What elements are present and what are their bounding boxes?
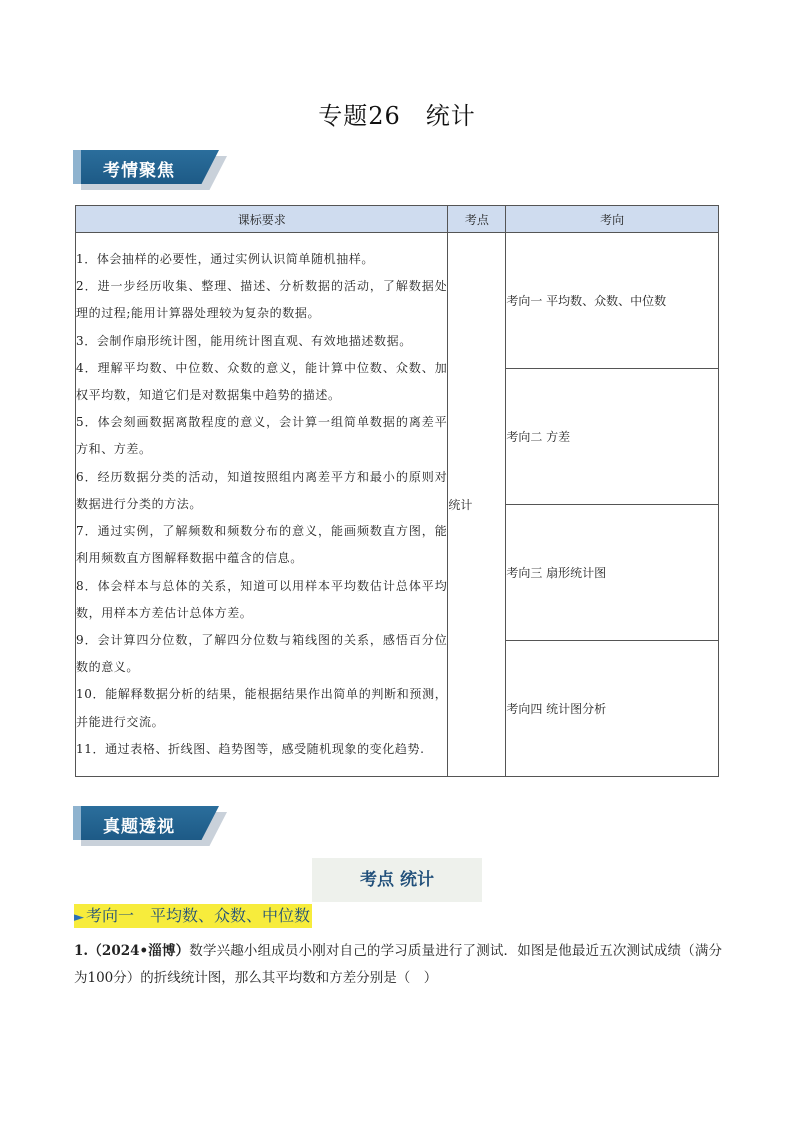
curriculum-table xyxy=(75,205,719,777)
requirement-item: 4．理解平均数、中位数、众数的意义，能计算中位数、众数、加权平均数，知道它们是对数据集中趋势的描述。 xyxy=(76,360,448,403)
table-row xyxy=(76,233,719,369)
question-text: 数学兴趣小组成员小刚对自己的学习质量进行了测试．如图是他最近五次测试成绩（满分为100分）的折线统计图，那么其平均数和方差分别是（ ） xyxy=(74,943,723,986)
requirement-item: 5．体会刻画数据离散程度的意义，会计算一组简单数据的离差平方和、方差。 xyxy=(76,415,448,457)
requirement-item: 1．体会抽样的必要性，通过实例认识简单随机抽样。 xyxy=(76,252,375,267)
requirement-item: 11．通过表格、折线图、趋势图等，感受随机现象的变化趋势. xyxy=(76,741,425,756)
kaoxiang-cell-1: 考向一 平均数、众数、中位数 xyxy=(506,233,719,369)
requirement-item: 10．能解释数据分析的结果，能根据结果作出简单的判断和预测，并能进行交流。 xyxy=(76,687,448,729)
header-kaodian: 考点 xyxy=(448,206,506,233)
kaoxiang-cell-4: 考向四 统计图分析 xyxy=(506,641,719,777)
header-kaoxiang: 考向 xyxy=(506,206,719,233)
banner-stripe xyxy=(73,806,81,840)
requirements-cell xyxy=(76,233,448,777)
section-banner-exam-focus xyxy=(73,150,227,190)
kaoxiang-cell-2: 考向二 方差 xyxy=(506,369,719,505)
requirement-item: 3．会制作扇形统计图，能用统计图直观、有效地描述数据。 xyxy=(76,333,412,348)
question-source: 1.（2024•淄博） xyxy=(74,943,190,959)
kaoxiang-cell-3: 考向三 扇形统计图 xyxy=(506,505,719,641)
requirement-item: 6．经历数据分类的活动，知道按照组内离差平方和最小的原则对数据进行分类的方法。 xyxy=(76,469,448,511)
requirement-item: 7．通过实例，了解频数和频数分布的意义，能画频数直方图，能利用频数直方图解释数据中蕴含的信息。 xyxy=(76,524,448,566)
banner-text: 考情聚焦 xyxy=(103,161,175,181)
section-banner-real-questions xyxy=(73,806,227,846)
header-requirements: 课标要求 xyxy=(76,206,448,233)
banner-stripe xyxy=(73,150,81,184)
requirement-item: 9．会计算四分位数，了解四分位数与箱线图的关系，感悟百分位数的意义。 xyxy=(76,632,448,675)
topic-box: 考点 统计 xyxy=(312,858,482,902)
triangle-marker-icon: ► xyxy=(74,910,84,925)
kaodian-cell: 统计 xyxy=(448,233,506,777)
section-heading xyxy=(74,904,312,928)
page-title: 专题26 统计 xyxy=(318,102,476,130)
table-header-row xyxy=(76,206,719,233)
section-heading-text: 考向一 平均数、众数、中位数 xyxy=(86,906,311,925)
requirement-item: 2．进一步经历收集、整理、描述、分析数据的活动，了解数据处理的过程;能用计算器处理较为复杂的数据。 xyxy=(76,279,448,321)
question-1 xyxy=(74,938,722,992)
requirement-item: 8．体会样本与总体的关系，知道可以用样本平均数估计总体平均数，用样本方差估计总体方差。 xyxy=(76,578,448,620)
banner-text: 真题透视 xyxy=(103,817,175,837)
